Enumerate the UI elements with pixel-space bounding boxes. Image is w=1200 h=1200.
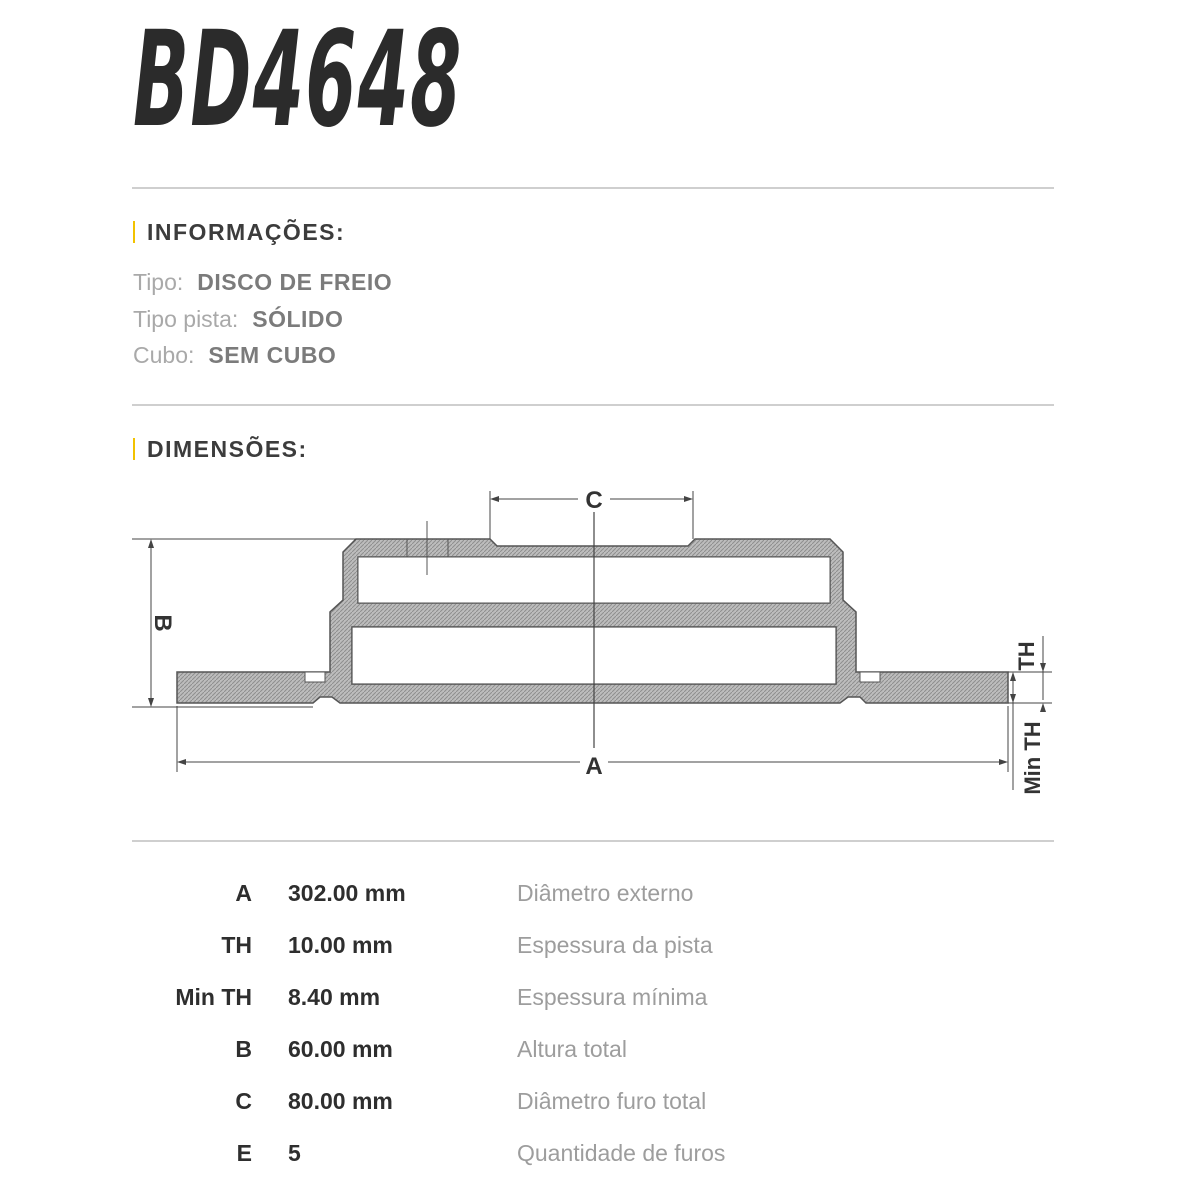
dim-b-arrow [148,698,154,707]
info-heading-text: INFORMAÇÕES: [147,219,346,245]
spec-value: 302.00 mm [288,880,406,906]
info-value: SÓLIDO [252,306,344,332]
dim-b-arrow [148,539,154,548]
info-label: Tipo: [133,269,184,295]
spec-row [0,1140,1200,1180]
divider-bottom [132,840,1054,842]
dim-c-arrow [490,496,499,502]
spec-key: B [235,1036,252,1062]
info-label: Tipo pista: [133,306,239,332]
spec-row [0,984,1200,1024]
dim-minth-arrow [1010,672,1016,681]
bolt-notch [305,672,325,682]
info-value: SEM CUBO [208,342,337,368]
bolt-notch [860,672,880,682]
spec-description: Quantidade de furos [517,1140,726,1166]
spec-description: Espessura da pista [517,932,713,958]
dim-th-arrow [1040,663,1046,672]
spec-description: Diâmetro furo total [517,1088,707,1114]
spec-key: A [235,880,252,906]
dim-a-arrow [177,759,186,765]
spec-value: 60.00 mm [288,1036,393,1062]
dim-c-arrow [684,496,693,502]
spec-row [0,932,1200,972]
spec-key: TH [221,932,252,958]
spec-key: Min TH [175,984,252,1010]
info-label: Cubo: [133,342,195,368]
spec-value: 80.00 mm [288,1088,393,1114]
spec-description: Diâmetro externo [517,880,694,906]
dim-th-arrow [1040,703,1046,712]
spec-value: 10.00 mm [288,932,393,958]
info-value: DISCO DE FREIO [197,269,393,295]
label-th: TH [1014,641,1039,671]
spec-row [0,1088,1200,1128]
spec-row [0,880,1200,920]
label-b: B [149,614,176,632]
spec-value: 5 [288,1140,301,1166]
dim-minth-arrow [1010,694,1016,703]
spec-row [0,1036,1200,1076]
label-a: A [585,753,603,780]
spec-value: 8.40 mm [288,984,381,1010]
label-th-right: Min TH [1020,721,1045,795]
label-c: C [585,487,603,514]
product-code: BD4648 [133,3,463,157]
spec-key: E [236,1140,252,1166]
spec-description: Altura total [517,1036,627,1062]
dim-a-arrow [999,759,1008,765]
dim-heading-text: DIMENSÕES: [147,436,308,462]
spec-description: Espessura mínima [517,984,708,1010]
spec-key: C [235,1088,252,1114]
